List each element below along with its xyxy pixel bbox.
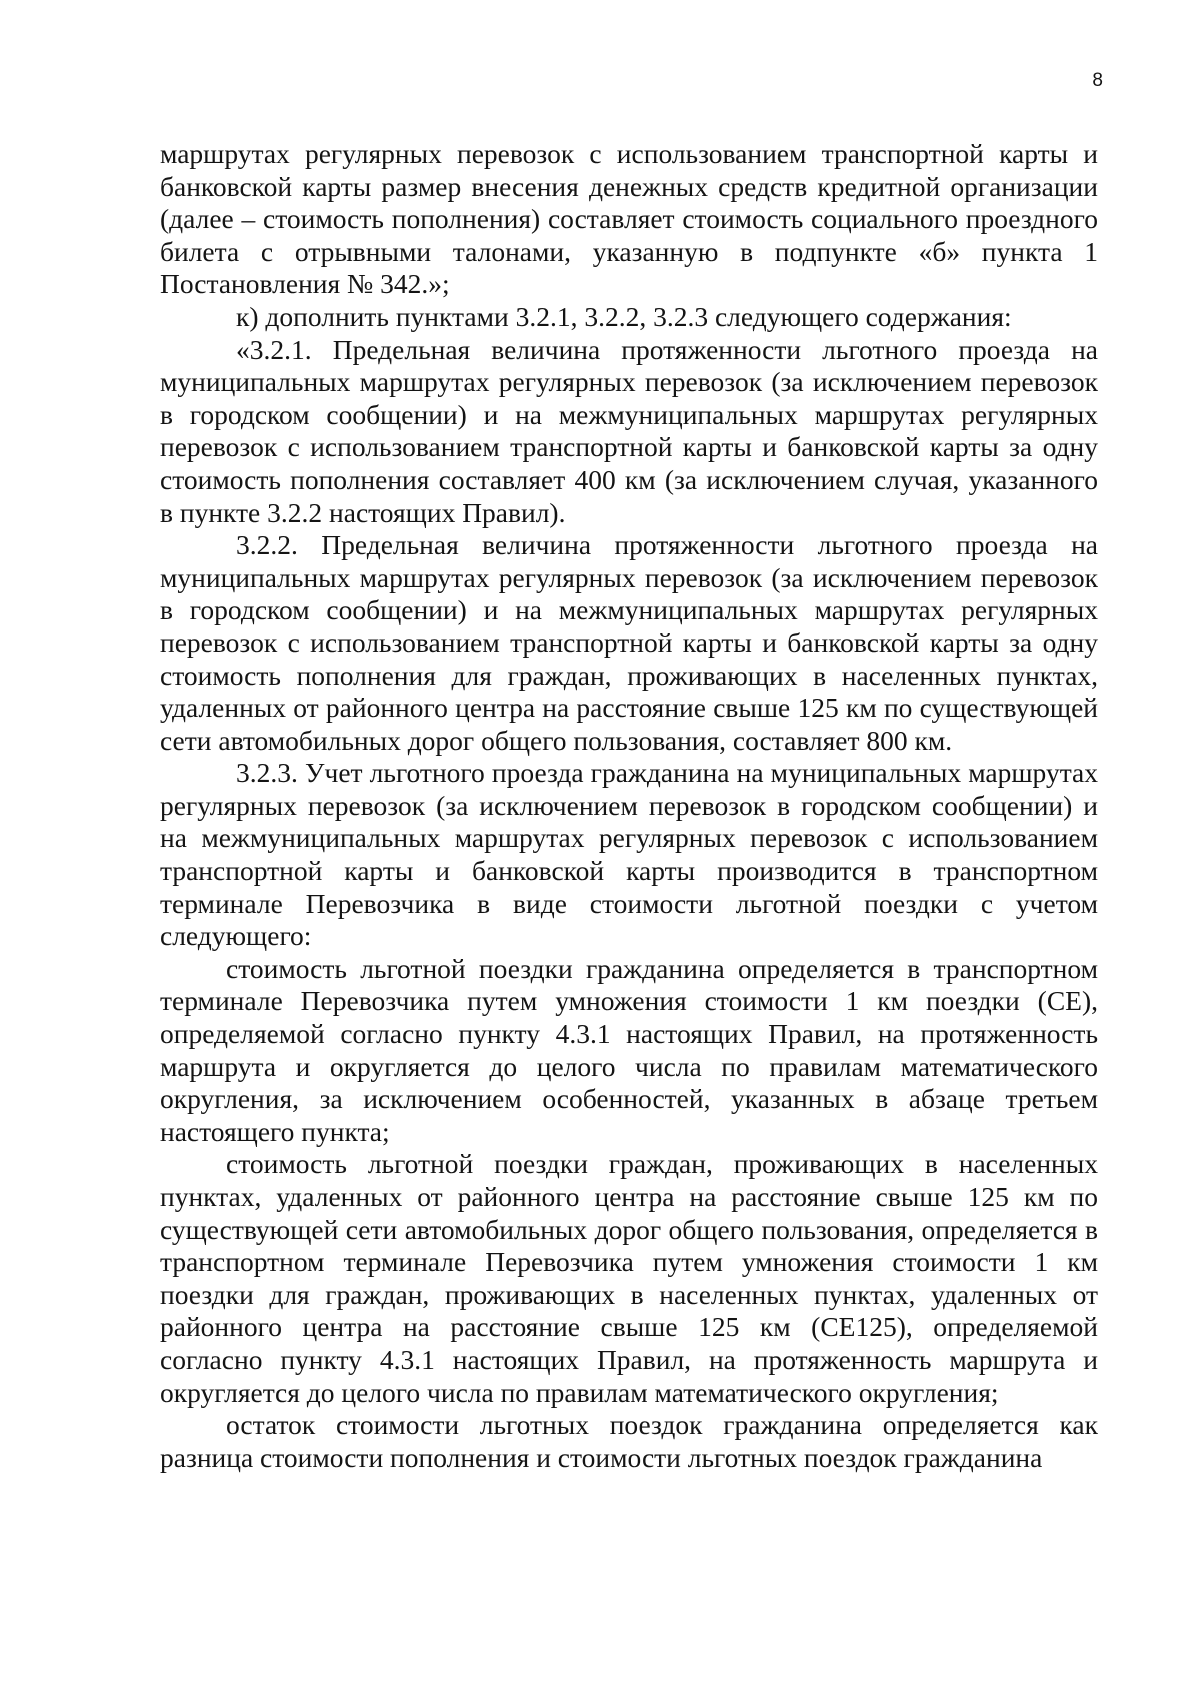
paragraph-3-2-1: «3.2.1. Предельная величина протяженности льготного проезда на муниципальных маршрутах регулярных перевозок (за исключением перевозок в городском сообщении) и на межмуниципальных маршрутах регулярных перевозок с использованием транспортной карты и банковской карты за одну стоимость пополнения составляет 400 км (за исключением случая, указанного в пункте 3.2.2 настоящих Правил).	[160, 333, 1098, 528]
paragraph-trip-cost-remote: стоимость льготной поездки граждан, проживающих в населенных пунктах, удаленных от районного центра на расстояние свыше 125 км по существующей сети автомобильных дорог общего пользования, определяется в транспортном терминале Перевозчика путем умножения стоимости 1 км поездки для граждан, проживающих в населенных пунктах, удаленных от районного центра на расстояние свыше 125 км (CE125), определяемой согласно пункту 4.3.1 настоящих Правил, на протяженность маршрута и округляется до целого числа по правилам математического округления;	[160, 1148, 1098, 1408]
paragraph-3-2-2: 3.2.2. Предельная величина протяженности льготного проезда на муниципальных маршрутах регулярных перевозок (за исключением перевозок в городском сообщении) и на межмуниципальных маршрутах регулярных перевозок с использованием транспортной карты и банковской карты за одну стоимость пополнения для граждан, проживающих в населенных пунктах, удаленных от районного центра на расстояние свыше 125 км по существующей сети автомобильных дорог общего пользования, составляет 800 км.	[160, 529, 1098, 756]
paragraph-continuation: маршрутах регулярных перевозок с использованием транспортной карты и банковской карты размер внесения денежных средств кредитной организации (далее – стоимость пополнения) составляет стоимость социального проездного билета с отрывными талонами, указанную в подпункте «б» пункта 1 Постановления № 342.»;	[160, 138, 1098, 300]
paragraph-item-k: к) дополнить пунктами 3.2.1, 3.2.2, 3.2.3 следующего содержания:	[236, 300, 1012, 332]
paragraph-remainder: остаток стоимости льготных поездок гражданина определяется как разница стоимости пополнения и стоимости льготных поездок гражданина	[160, 1409, 1098, 1473]
paragraph-3-2-3: 3.2.3. Учет льготного проезда гражданина на муниципальных маршрутах регулярных перевозок (за исключением перевозок в городском сообщении) и на межмуниципальных маршрутах регулярных перевозок с использованием транспортной карты и банковской карты производится в транспортном терминале Перевозчика в виде стоимости льготной поездки с учетом следующего:	[160, 757, 1098, 952]
document-body	[160, 138, 1098, 1474]
paragraph-trip-cost: стоимость льготной поездки гражданина определяется в транспортном терминале Перевозчика путем умножения стоимости 1 км поездки (CE), определяемой согласно пункту 4.3.1 настоящих Правил, на протяженность маршрута и округляется до целого числа по правилам математического округления, за исключением особенностей, указанных в абзаце третьем настоящего пункта;	[160, 952, 1098, 1147]
page-number: 8	[1092, 70, 1103, 91]
